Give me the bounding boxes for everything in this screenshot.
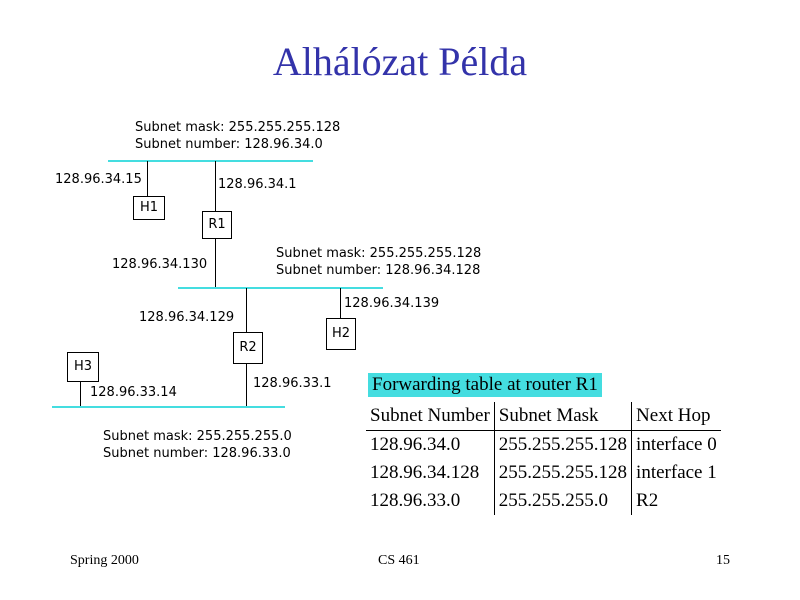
h1-link <box>147 161 148 196</box>
middle-network-segment <box>178 287 383 289</box>
r2-bottom-address: 128.96.33.1 <box>253 376 332 391</box>
router-r2: R2 <box>233 332 263 364</box>
h2-address: 128.96.34.139 <box>344 296 440 311</box>
cell-next-hop: interface 1 <box>632 459 721 487</box>
slide-title: Alhálózat Példa <box>272 39 528 84</box>
r2-top-address: 128.96.34.129 <box>139 310 235 325</box>
header-subnet-number: Subnet Number <box>366 402 494 431</box>
host-h1: H1 <box>133 196 165 220</box>
cell-subnet-number: 128.96.33.0 <box>370 490 461 511</box>
table-row <box>366 459 721 487</box>
r2-top-link <box>246 288 247 332</box>
top-subnet-mask: Subnet mask: 255.255.255.128 <box>135 120 341 135</box>
host-h3: H3 <box>67 352 99 382</box>
cell-subnet-number: 128.96.34.0 <box>370 434 461 455</box>
table-row <box>366 487 721 515</box>
middle-subnet-number: Subnet number: 128.96.34.128 <box>276 263 481 278</box>
top-subnet-number: Subnet number: 128.96.34.0 <box>135 137 323 152</box>
table-row <box>366 431 721 460</box>
r1-if0-address: 128.96.34.1 <box>218 177 297 192</box>
footer-left: Spring 2000 <box>70 553 139 568</box>
cell-subnet-mask: 255.255.255.0 <box>494 487 631 515</box>
header-subnet-mask: Subnet Mask <box>494 402 631 431</box>
header-next-hop: Next Hop <box>632 402 721 431</box>
cell-next-hop: interface 0 <box>632 431 721 460</box>
footer-center: CS 461 <box>378 553 420 568</box>
cell-subnet-mask: 255.255.255.128 <box>494 431 631 460</box>
router-r1: R1 <box>202 211 232 239</box>
r1-top-link <box>215 161 216 211</box>
h3-link <box>80 381 81 406</box>
cell-subnet-mask: 255.255.255.128 <box>494 459 631 487</box>
cell-next-hop: R2 <box>632 487 721 515</box>
top-network-segment <box>108 160 313 162</box>
h3-address: 128.96.33.14 <box>90 385 177 400</box>
h1-address: 128.96.34.15 <box>55 172 142 187</box>
forwarding-table <box>366 402 721 515</box>
bottom-subnet-mask: Subnet mask: 255.255.255.0 <box>103 429 292 444</box>
host-h2: H2 <box>326 318 356 350</box>
table-header-row <box>366 402 721 431</box>
middle-subnet-mask: Subnet mask: 255.255.255.128 <box>276 246 482 261</box>
cell-subnet-number: 128.96.34.128 <box>370 462 480 483</box>
bottom-subnet-number: Subnet number: 128.96.33.0 <box>103 446 291 461</box>
forwarding-table-caption: Forwarding table at router R1 <box>368 373 602 397</box>
r1-if1-address: 128.96.34.130 <box>112 257 208 272</box>
footer-page-number: 15 <box>716 553 730 568</box>
bottom-network-segment <box>52 406 285 408</box>
r2-bottom-link <box>246 363 247 406</box>
r1-bottom-link <box>215 238 216 288</box>
h2-link <box>340 288 341 318</box>
